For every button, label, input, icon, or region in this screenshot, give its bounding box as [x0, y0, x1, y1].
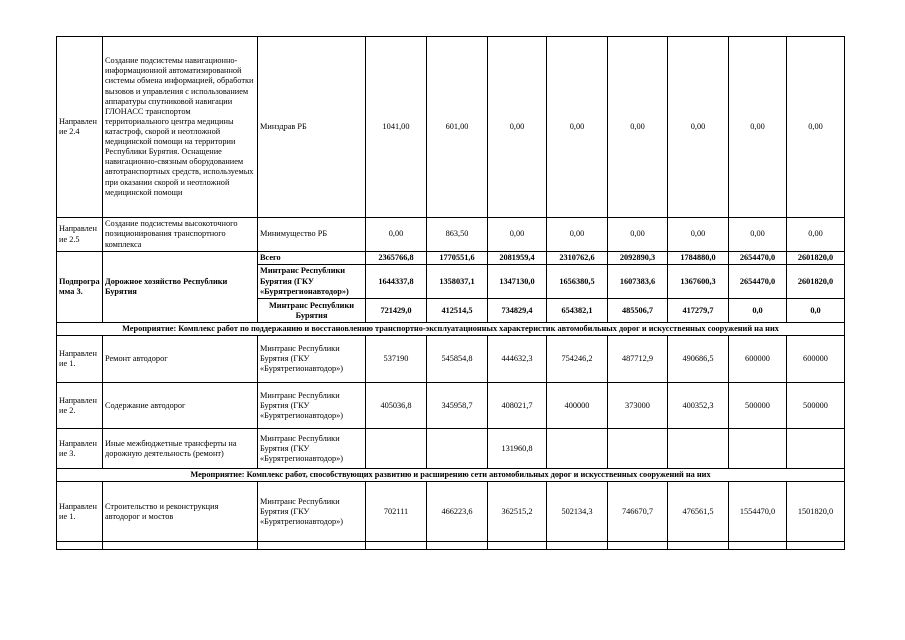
- cell-value: 400352,3: [668, 383, 729, 429]
- row-code: Направление 2.4: [57, 37, 103, 218]
- cell-value: 545854,8: [427, 336, 488, 383]
- cell-value: [787, 429, 845, 469]
- cell-value: [729, 429, 787, 469]
- cell-value: [547, 429, 608, 469]
- cell-value: 1501820,0: [787, 482, 845, 542]
- total-value: 2654470,0: [729, 252, 787, 265]
- row-executor: Минтранс Республики Бурятия (ГКУ «Бурятрегионавтодор»): [258, 482, 366, 542]
- row-code: Направление 1.: [57, 482, 103, 542]
- total-value: 2365766,8: [366, 252, 427, 265]
- cell-value: 734829,4: [488, 299, 547, 323]
- section-heading: Мероприятие: Комплекс работ по поддержанию и восстановлению транспортно-эксплуатационных характеристик автомобильных дорог и искусственных сооружений на них: [57, 323, 845, 336]
- row-executor: Минтранс Республики Бурятия (ГКУ «Бурятрегионавтодор»): [258, 383, 366, 429]
- cell-value: 1656380,5: [547, 265, 608, 299]
- row-executor: Минтранс Республики Бурятия: [258, 299, 366, 323]
- total-label: Всего: [258, 252, 366, 265]
- row-name: Создание подсистемы высокоточного позиционирования транспортного комплекса: [103, 218, 258, 252]
- cell-value: 1367600,3: [668, 265, 729, 299]
- cell-value: 863,50: [427, 218, 488, 252]
- subprogram-name: Дорожное хозяйство Республики Бурятия: [103, 252, 258, 323]
- total-value: 1784880,0: [668, 252, 729, 265]
- cell-value: 0,0: [729, 299, 787, 323]
- cell-value: 417279,7: [668, 299, 729, 323]
- section-row: [57, 323, 845, 336]
- table-row-empty: [57, 542, 845, 550]
- cell-value: 0,00: [547, 218, 608, 252]
- cell-value: 0,00: [787, 218, 845, 252]
- table-row: [57, 37, 845, 218]
- cell-value: 500000: [729, 383, 787, 429]
- cell-value: 537190: [366, 336, 427, 383]
- row-code: Направление 2.: [57, 383, 103, 429]
- subprogram-code: Подпрограмма 3.: [57, 252, 103, 323]
- cell-value: 1347130,0: [488, 265, 547, 299]
- table-row: [57, 482, 845, 542]
- cell-value: 1358037,1: [427, 265, 488, 299]
- row-code: Направление 3.: [57, 429, 103, 469]
- section-row: [57, 469, 845, 482]
- cell-value: 345958,7: [427, 383, 488, 429]
- cell-value: 2601820,0: [787, 265, 845, 299]
- row-code: Направление 2.5: [57, 218, 103, 252]
- cell-value: 746670,7: [608, 482, 668, 542]
- cell-value: 466223,6: [427, 482, 488, 542]
- budget-table: [56, 36, 845, 550]
- cell-value: 0,00: [668, 37, 729, 218]
- cell-value: 600000: [787, 336, 845, 383]
- row-executor: Минтранс Республики Бурятия (ГКУ «Бурятрегионавтодор»): [258, 265, 366, 299]
- cell-value: 362515,2: [488, 482, 547, 542]
- cell-value: 2654470,0: [729, 265, 787, 299]
- cell-value: 0,00: [787, 37, 845, 218]
- cell-value: 754246,2: [547, 336, 608, 383]
- cell-value: 0,00: [608, 218, 668, 252]
- cell-value: 702111: [366, 482, 427, 542]
- cell-value: 0,00: [547, 37, 608, 218]
- table-row: [57, 429, 845, 469]
- table-row: [57, 383, 845, 429]
- cell-value: 1644337,8: [366, 265, 427, 299]
- cell-value: 500000: [787, 383, 845, 429]
- cell-value: 444632,3: [488, 336, 547, 383]
- total-value: 2081959,4: [488, 252, 547, 265]
- cell-value: [668, 429, 729, 469]
- cell-value: 490686,5: [668, 336, 729, 383]
- cell-value: 373000: [608, 383, 668, 429]
- cell-value: 400000: [547, 383, 608, 429]
- row-executor: Минимущество РБ: [258, 218, 366, 252]
- cell-value: 0,00: [366, 218, 427, 252]
- cell-value: 1041,00: [366, 37, 427, 218]
- cell-value: 0,00: [729, 37, 787, 218]
- cell-value: 1554470,0: [729, 482, 787, 542]
- cell-value: [427, 429, 488, 469]
- cell-value: 408021,7: [488, 383, 547, 429]
- cell-value: 0,00: [488, 218, 547, 252]
- row-executor: Минздрав РБ: [258, 37, 366, 218]
- row-name: Строительство и реконструкция автодорог и мостов: [103, 482, 258, 542]
- cell-value: [366, 429, 427, 469]
- total-value: 2092890,3: [608, 252, 668, 265]
- cell-value: 131960,8: [488, 429, 547, 469]
- cell-value: 412514,5: [427, 299, 488, 323]
- cell-value: [608, 429, 668, 469]
- total-value: 1770551,6: [427, 252, 488, 265]
- total-value: 2310762,6: [547, 252, 608, 265]
- cell-value: 487712,9: [608, 336, 668, 383]
- cell-value: 485506,7: [608, 299, 668, 323]
- cell-value: 601,00: [427, 37, 488, 218]
- cell-value: 476561,5: [668, 482, 729, 542]
- cell-value: 0,00: [608, 37, 668, 218]
- row-name: Создание подсистемы навигационно-информационной автоматизированной системы обмена информацией, обработки вызовов и управления с использованием аппаратуры спутниковой навигации ГЛОНАСС транспортом территориального центра медицины катастроф, скорой и неотложной медицинской помощи на территории Республики Бурятия. Оснащение навигационно-связным оборудованием автотранспортных средств, используемых при оказании скорой и неотложной медицинской помощи: [103, 37, 258, 218]
- cell-value: 654382,1: [547, 299, 608, 323]
- cell-value: 0,00: [668, 218, 729, 252]
- table-row: [57, 218, 845, 252]
- cell-value: 0,00: [729, 218, 787, 252]
- cell-value: 502134,3: [547, 482, 608, 542]
- cell-value: 0,00: [488, 37, 547, 218]
- row-code: Направление 1.: [57, 336, 103, 383]
- row-name: Содержание автодорог: [103, 383, 258, 429]
- total-value: 2601820,0: [787, 252, 845, 265]
- section-heading: Мероприятие: Комплекс работ, способствующих развитию и расширению сети автомобильных дорог и искусственных сооружений на них: [57, 469, 845, 482]
- row-executor: Минтранс Республики Бурятия (ГКУ «Бурятрегионавтодор»): [258, 429, 366, 469]
- cell-value: 0,0: [787, 299, 845, 323]
- row-name: Ремонт автодорог: [103, 336, 258, 383]
- cell-value: 600000: [729, 336, 787, 383]
- cell-value: 405036,8: [366, 383, 427, 429]
- row-executor: Минтранс Республики Бурятия (ГКУ «Бурятрегионавтодор»): [258, 336, 366, 383]
- row-name: Иные межбюджетные трансферты на дорожную деятельность (ремонт): [103, 429, 258, 469]
- table-row: [57, 336, 845, 383]
- table-row-total: [57, 252, 845, 265]
- cell-value: 1607383,6: [608, 265, 668, 299]
- cell-value: 721429,0: [366, 299, 427, 323]
